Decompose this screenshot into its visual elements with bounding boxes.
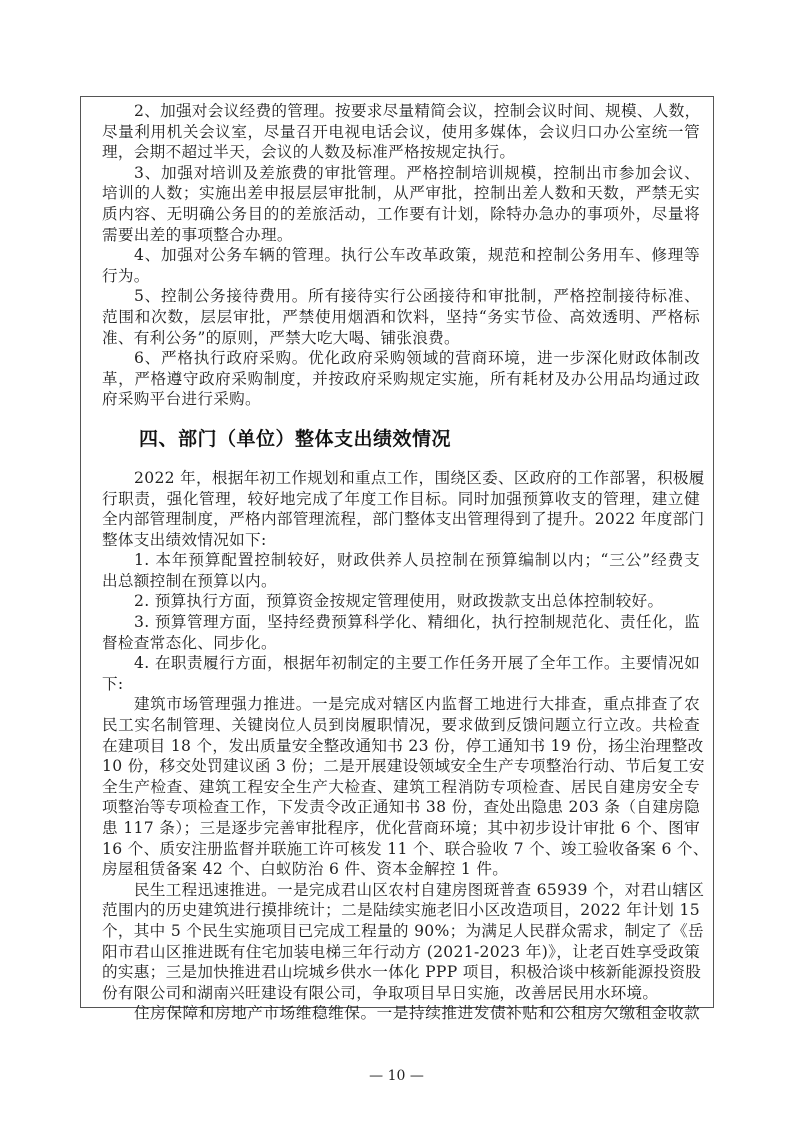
text-line: 整体支出绩效情况如下:	[102, 530, 267, 549]
text-line: 行为。	[102, 266, 150, 285]
paragraph	[102, 286, 700, 348]
text-line: 6、严格执行政府采购。优化政府采购领域的营商环境，进一步深化财政体制改	[134, 349, 700, 368]
text-line: 房屋租赁备案 42 个、白蚁防治 6 件、资本金解控 1 件。	[102, 860, 509, 879]
text-line: 4、加强对公务车辆的管理。执行公车改革政策，规范和控制公务用车、修理等	[134, 246, 700, 265]
text-line: 阳市君山区推进既有住宅加装电梯三年行动方 (2021-2023 年)》，让老百姓享受政策	[102, 942, 700, 961]
paragraph	[102, 880, 705, 1004]
text-line: 5、控制公务接待费用。所有接待实行公函接待和审批制，严格控制接待标准、	[134, 287, 700, 306]
text-line: 督检查常态化、同步化。	[102, 633, 277, 652]
text-line: 份有限公司和湖南兴旺建设有限公司，争取项目早日实施，改善居民用水环境。	[102, 983, 659, 1002]
text-line: 民生工程迅速推进。一是完成君山区农村自建房图斑普查 65939 个，对君山辖区	[134, 880, 705, 899]
text-line: 培训的人数；实施出差申报层层审批制，从严审批，控制出差人数和天数，严禁无实	[102, 184, 700, 203]
text-line: 质内容、无明确公务目的的差旅活动，工作要有计划，除特办急办的事项外，尽量将	[102, 204, 700, 223]
paragraph	[102, 163, 700, 245]
paragraph	[102, 348, 700, 410]
text-line: 全生产检查、建筑工程安全生产大检查、建筑工程消防专项检查、居民自建房安全专	[102, 777, 700, 796]
text-line: 范围内的历史建筑进行摸排统计；二是陆续实施老旧小区改造项目，2022 年计划 15	[102, 901, 700, 920]
text-line: 范围和次数，层层审批，严禁使用烟酒和饮料，坚持“务实节俭、高效透明、严格标	[102, 307, 700, 326]
text-line: 10 份，移交处罚建议函 3 份；二是开展建设领域安全生产专项整治行动、节后复工安	[102, 757, 705, 776]
text-line: 住房保障和房地产市场维稳维保。一是持续推进发债补贴和公租房欠缴租金收款	[134, 1004, 700, 1023]
text-line: 理，会期不超过半天，会议的人数及标准严格按规定执行。	[102, 143, 516, 162]
text-line: 个，其中 5 个民生实施项目已完成工程量的 90%；为满足人民群众需求，制定了《岳	[102, 921, 704, 940]
paragraph	[102, 245, 700, 286]
text-line: 4. 在职责履行方面，根据年初制定的主要工作任务开展了全年工作。主要情况如	[134, 654, 700, 673]
document-body	[102, 101, 709, 1024]
text-line: 1. 本年预算配置控制较好，财政供养人员控制在预算编制以内；“三公”经费支	[134, 551, 700, 570]
text-line: 出总额控制在预算以内。	[102, 571, 277, 590]
text-line: 的实惠；三是加快推进君山垸城乡供水一体化 PPP 项目，积极洽谈中核新能源投资股	[102, 963, 702, 982]
text-line: 16 个、质安注册监督并联施工许可核发 11 个、联合验收 7 个、竣工验收备案 6 个、	[102, 839, 709, 858]
paragraph	[102, 591, 700, 612]
text-line: 革，严格遵守政府采购制度，并按政府采购规定实施，所有耗材及办公用品均通过政	[102, 369, 700, 388]
text-line: 建筑市场管理强力推进。一是完成对辖区内监督工地进行大排查，重点排查了农	[134, 695, 700, 714]
text-line: 3、加强对培训及差旅费的审批管理。严格控制培训规模，控制出市参加会议、	[134, 163, 700, 182]
text-line: 在建项目 18 个，发出质量安全整改通知书 23 份，停工通知书 19 份，扬尘治理整改	[102, 736, 704, 755]
text-line: 2. 预算执行方面，预算资金按规定管理使用，财政拨款支出总体控制较好。	[134, 592, 664, 611]
text-line: 准、有利公务”的原则，严禁大吃大喝、铺张浪费。	[102, 328, 460, 347]
text-line: 行职责，强化管理，较好地完成了年度工作目标。同时加强预算收支的管理，建立健	[102, 489, 700, 508]
page-number: — 10 —	[369, 1068, 424, 1084]
paragraph	[102, 101, 700, 163]
text-line: 民工实名制管理、关键岗位人员到岗履职情况，要求做到反馈问题立行立改。共检查	[102, 716, 700, 735]
paragraph	[102, 468, 705, 550]
text-line: 项整治等专项检查工作，下发责令改正通知书 38 份，查处出隐患 203 条（自建房隐	[102, 798, 700, 817]
text-line: 下:	[102, 674, 124, 693]
text-line: 尽量利用机关会议室，尽量召开电视电话会议，使用多媒体，会议归口办公室统一管	[102, 122, 700, 141]
paragraph	[102, 653, 700, 694]
text-line: 3. 预算管理方面，坚持经费预算科学化、精细化，执行控制规范化、责任化，监	[134, 613, 700, 632]
text-line: 患 117 条）；三是逐步完善审批程序，优化营商环境；其中初步设计审批 6 个、图审	[102, 819, 700, 837]
section-heading: 四、部门（单位）整体支出绩效情况	[139, 427, 452, 450]
paragraph	[102, 612, 700, 653]
text-line: 2022 年，根据年初工作规划和重点工作，围绕区委、区政府的工作部署，积极履	[134, 468, 705, 487]
text-line: 需要出差的事项整合办理。	[102, 225, 293, 244]
paragraph	[102, 694, 709, 879]
paragraph	[102, 1003, 700, 1024]
text-line: 府采购平台进行采购。	[102, 390, 261, 409]
paragraph	[102, 550, 700, 591]
text-line: 全内部管理制度，严格内部管理流程，部门整体支出管理得到了提升。2022 年度部门	[102, 510, 705, 529]
text-line: 2、加强对会议经费的管理。按要求尽量精简会议，控制会议时间、规模、人数，	[134, 102, 701, 120]
